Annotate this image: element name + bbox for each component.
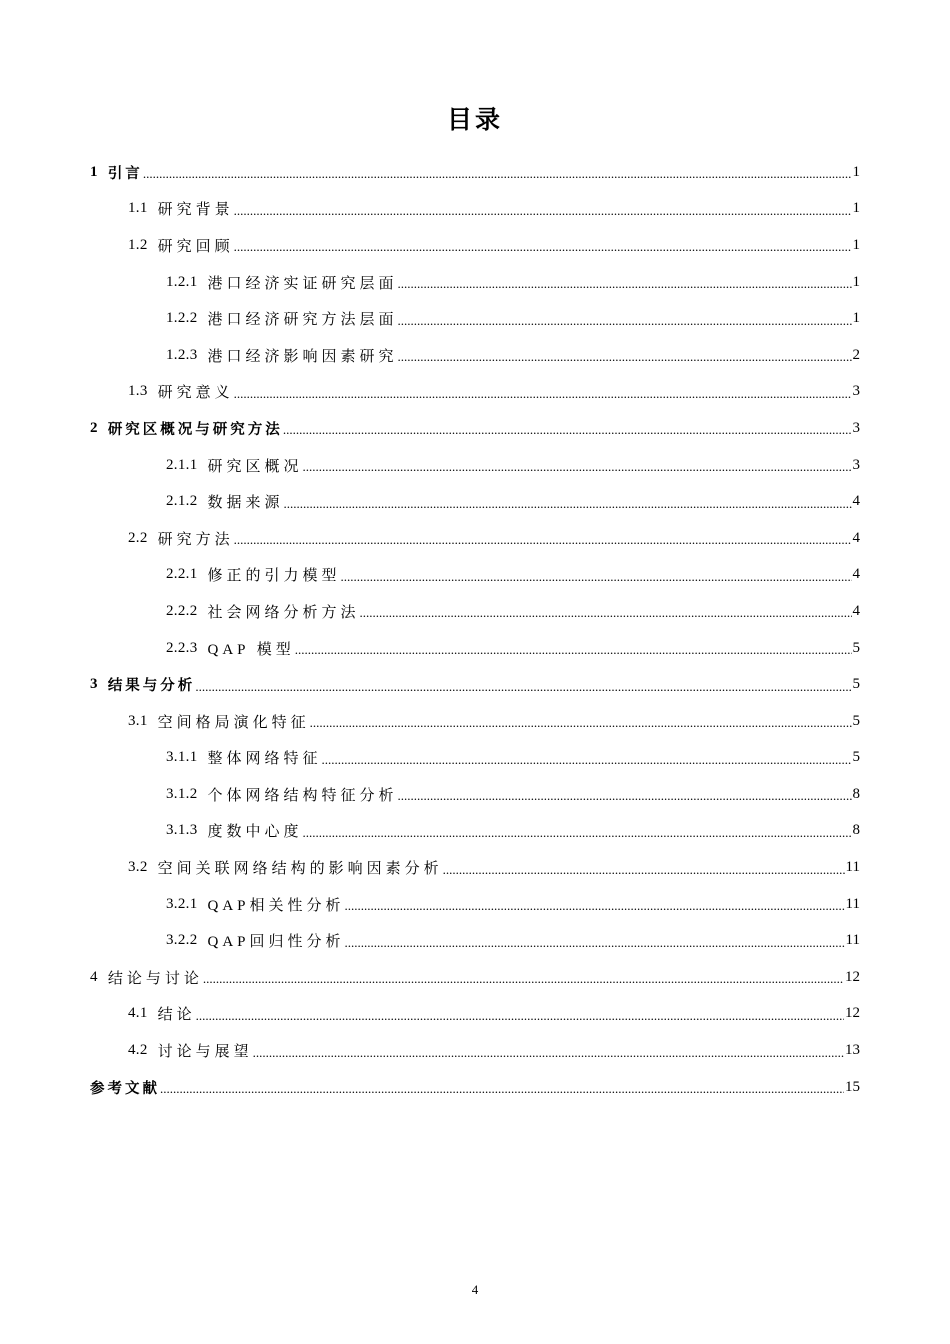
toc-entry[interactable] xyxy=(90,776,860,813)
toc-page: 5 xyxy=(852,712,860,729)
toc-number: 1.2.1 xyxy=(166,273,198,290)
toc-leader xyxy=(303,459,852,475)
toc-number: 2.1.1 xyxy=(166,456,198,473)
toc-entry[interactable] xyxy=(90,996,860,1033)
toc-page: 11 xyxy=(845,895,860,912)
toc-page: 1 xyxy=(852,163,860,180)
toc-leader xyxy=(234,203,852,219)
toc-page: 11 xyxy=(845,859,860,876)
toc-page: 8 xyxy=(852,822,860,839)
toc-page: 12 xyxy=(845,1005,860,1022)
toc-text: 结论 xyxy=(157,1007,196,1024)
toc-number: 1.2 xyxy=(128,236,148,253)
toc-leader xyxy=(341,569,852,585)
toc-number: 3.1.3 xyxy=(166,822,198,839)
toc-leader xyxy=(195,679,851,695)
toc-leader xyxy=(398,313,852,329)
toc-text: 讨论与展望 xyxy=(157,1044,253,1061)
toc-page: 4 xyxy=(852,493,860,510)
toc-entry[interactable] xyxy=(90,1032,860,1069)
toc-text: 研究方法 xyxy=(157,531,234,548)
toc-number: 4.1 xyxy=(128,1005,148,1022)
toc-leader xyxy=(345,898,845,914)
toc-number: 2.1.2 xyxy=(166,493,198,510)
toc-number: 3.2 xyxy=(128,859,148,876)
toc-leader xyxy=(360,605,852,621)
toc-page: 1 xyxy=(852,310,860,327)
toc-page: 1 xyxy=(852,200,860,217)
toc-entry[interactable] xyxy=(90,374,860,411)
toc-leader xyxy=(345,935,845,951)
toc-page: 13 xyxy=(845,1042,860,1059)
toc-page: 8 xyxy=(852,785,860,802)
toc-entry[interactable] xyxy=(90,154,860,191)
toc-number: 2 xyxy=(90,419,98,436)
toc-leader xyxy=(310,715,852,731)
toc-title: 目录 xyxy=(446,105,503,134)
toc-entry[interactable] xyxy=(90,849,860,886)
toc-leader xyxy=(196,1008,844,1024)
toc-text: 研究背景 xyxy=(157,202,234,219)
toc-text: 结果与分析 xyxy=(107,678,196,695)
toc-page: 4 xyxy=(852,529,860,546)
toc-page: 1 xyxy=(852,273,860,290)
toc-leader xyxy=(284,496,852,512)
toc-leader xyxy=(398,349,852,365)
toc-entry[interactable] xyxy=(90,1069,860,1106)
toc-leader xyxy=(203,971,844,987)
toc-text: 度数中心度 xyxy=(207,824,303,841)
toc-page: 3 xyxy=(852,456,860,473)
toc-text: 港口经济影响因素研究 xyxy=(207,348,398,365)
toc-entry[interactable] xyxy=(90,593,860,630)
toc-entry[interactable] xyxy=(90,520,860,557)
toc-entry[interactable] xyxy=(90,557,860,594)
toc-number: 2.2.1 xyxy=(166,566,198,583)
toc-entry[interactable] xyxy=(90,191,860,228)
page-number: 4 xyxy=(471,1282,479,1297)
toc-number: 3.2.2 xyxy=(166,932,198,949)
toc-entry[interactable] xyxy=(90,666,860,703)
toc-text: 港口经济实证研究层面 xyxy=(207,275,398,292)
toc-entry[interactable] xyxy=(90,886,860,923)
toc-page: 12 xyxy=(845,968,860,985)
toc-leader xyxy=(443,862,845,878)
toc-text: 引言 xyxy=(107,165,143,182)
toc-page: 4 xyxy=(852,566,860,583)
toc-text: QAP回归性分析 xyxy=(207,934,345,951)
toc-leader xyxy=(283,422,852,438)
toc-number: 3.2.1 xyxy=(166,895,198,912)
toc-entry[interactable] xyxy=(90,630,860,667)
toc-leader xyxy=(234,386,852,402)
table-of-contents xyxy=(90,154,860,1105)
toc-leader xyxy=(234,239,852,255)
toc-number: 4.2 xyxy=(128,1042,148,1059)
toc-entry[interactable] xyxy=(90,227,860,264)
toc-number: 1.1 xyxy=(128,200,148,217)
toc-entry[interactable] xyxy=(90,483,860,520)
toc-text: 空间格局演化特征 xyxy=(157,714,310,731)
toc-page: 4 xyxy=(852,602,860,619)
toc-text: 结论与讨论 xyxy=(107,970,203,987)
toc-text: 个体网络结构特征分析 xyxy=(207,787,398,804)
toc-number: 1.2.2 xyxy=(166,310,198,327)
toc-leader xyxy=(160,1081,844,1097)
toc-entry[interactable] xyxy=(90,703,860,740)
toc-text: 空间关联网络结构的影响因素分析 xyxy=(157,861,443,878)
toc-number: 4 xyxy=(90,968,98,985)
toc-text: 社会网络分析方法 xyxy=(207,604,360,621)
toc-page: 11 xyxy=(845,932,860,949)
toc-entry[interactable] xyxy=(90,337,860,374)
toc-text: 数据来源 xyxy=(207,495,284,512)
toc-entry[interactable] xyxy=(90,922,860,959)
toc-number: 2.2.3 xyxy=(166,639,198,656)
toc-leader xyxy=(303,825,852,841)
toc-page: 5 xyxy=(852,749,860,766)
toc-leader xyxy=(295,642,852,658)
toc-number: 1.2.3 xyxy=(166,346,198,363)
toc-text: 研究回顾 xyxy=(157,238,234,255)
toc-leader xyxy=(253,1045,844,1061)
toc-text: 研究区概况 xyxy=(207,458,303,475)
toc-entry[interactable] xyxy=(90,447,860,484)
toc-entry[interactable] xyxy=(90,264,860,301)
toc-leader xyxy=(143,166,852,182)
toc-number: 3.1.2 xyxy=(166,785,198,802)
toc-page: 2 xyxy=(852,346,860,363)
toc-text: 研究意义 xyxy=(157,385,234,402)
toc-entry[interactable] xyxy=(90,300,860,337)
toc-number: 3.1 xyxy=(128,712,148,729)
toc-leader xyxy=(398,788,852,804)
toc-text: QAP 模型 xyxy=(207,641,295,658)
toc-leader xyxy=(322,752,852,768)
toc-page: 1 xyxy=(852,236,860,253)
toc-page: 3 xyxy=(852,419,860,436)
toc-text: QAP相关性分析 xyxy=(207,897,345,914)
toc-number: 3.1.1 xyxy=(166,749,198,766)
toc-text: 研究区概况与研究方法 xyxy=(107,421,283,438)
toc-page: 15 xyxy=(845,1078,860,1095)
toc-text: 修正的引力模型 xyxy=(207,568,341,585)
toc-entry[interactable] xyxy=(90,740,860,777)
toc-leader xyxy=(398,276,852,292)
toc-entry[interactable] xyxy=(90,813,860,850)
toc-number: 1 xyxy=(90,163,98,180)
toc-number: 1.3 xyxy=(128,383,148,400)
toc-number: 2.2 xyxy=(128,529,148,546)
toc-number: 3 xyxy=(90,676,98,693)
toc-page: 5 xyxy=(852,676,860,693)
toc-text: 整体网络特征 xyxy=(207,751,322,768)
toc-page: 5 xyxy=(852,639,860,656)
toc-number: 2.2.2 xyxy=(166,602,198,619)
toc-page: 3 xyxy=(852,383,860,400)
toc-leader xyxy=(234,532,852,548)
toc-entry[interactable] xyxy=(90,959,860,996)
toc-text: 参考文献 xyxy=(90,1080,160,1097)
toc-entry[interactable] xyxy=(90,410,860,447)
toc-text: 港口经济研究方法层面 xyxy=(207,312,398,329)
